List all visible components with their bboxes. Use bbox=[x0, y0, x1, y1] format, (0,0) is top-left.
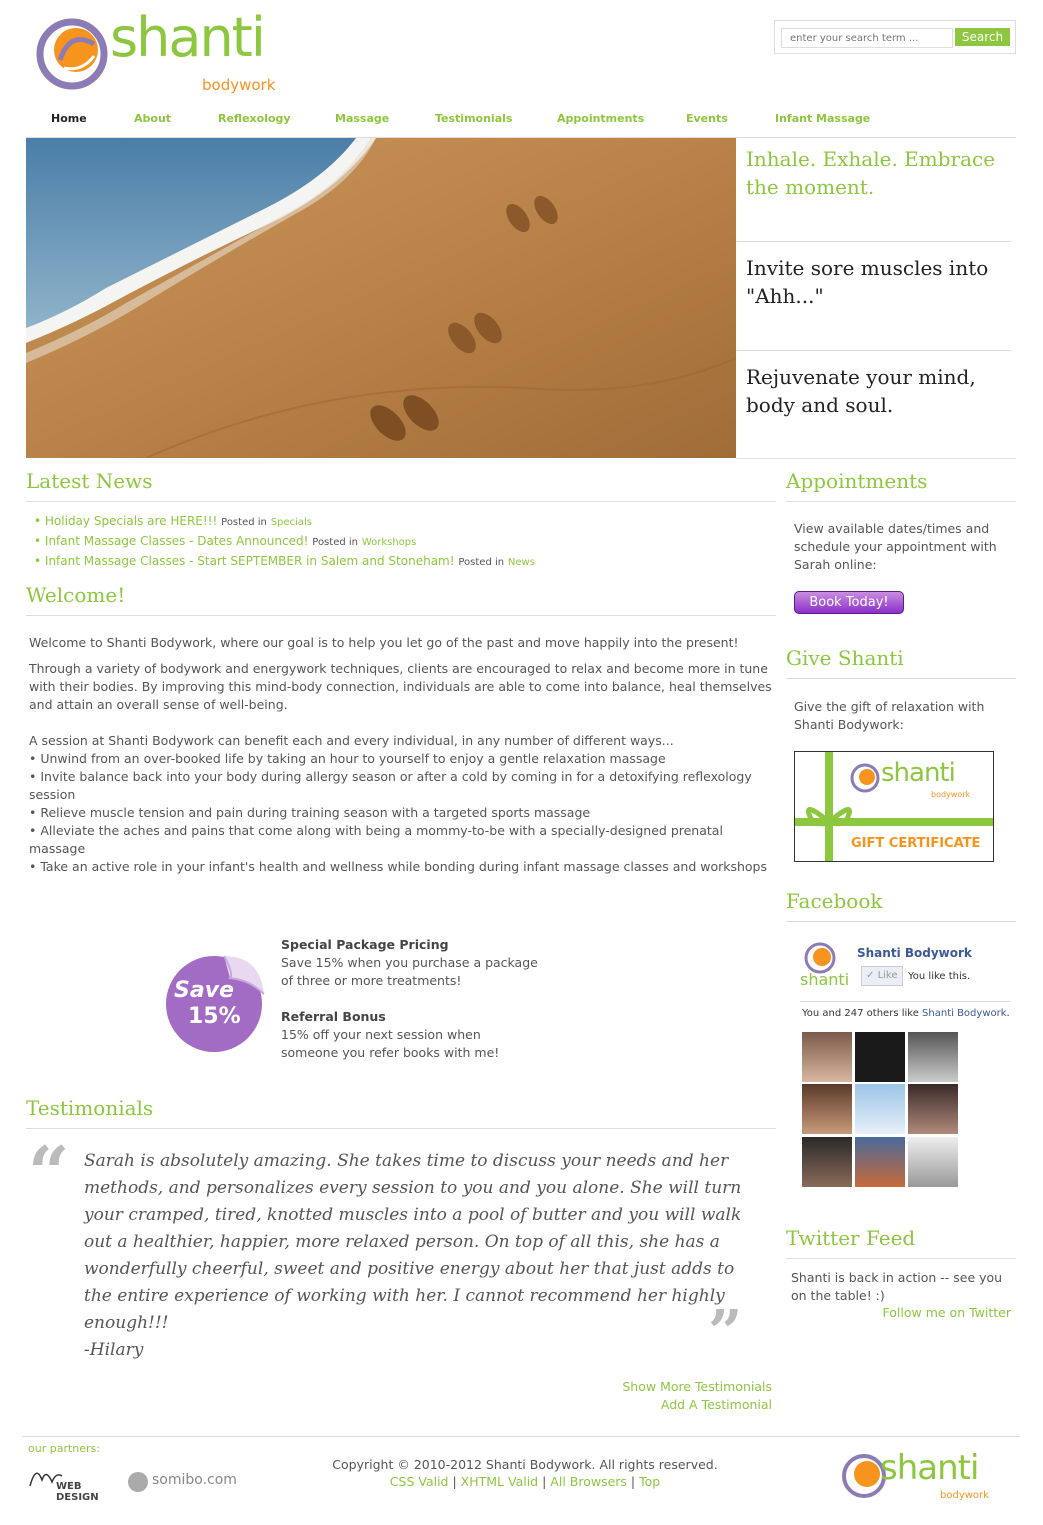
nav-infant-massage[interactable]: Infant Massage bbox=[775, 112, 871, 125]
fb-page-link[interactable]: Shanti Bodywork bbox=[922, 1008, 1007, 1019]
news-link[interactable]: Holiday Specials are HERE!!! bbox=[44, 514, 218, 528]
save-15-badge bbox=[164, 944, 268, 1054]
nav-reflexology[interactable]: Reflexology bbox=[218, 112, 291, 125]
news-category-link[interactable]: Specials bbox=[270, 517, 312, 528]
testimonials-heading: Testimonials bbox=[26, 1096, 154, 1120]
benefit-item: • Unwind from an over-booked life by taking an hour to yourself to enjoy a gentle relaxation massage bbox=[29, 751, 666, 766]
partner1-label: WEB DESIGN bbox=[56, 1481, 99, 1503]
search-input[interactable] bbox=[781, 28, 953, 48]
welcome-heading: Welcome! bbox=[26, 583, 126, 607]
welcome-text bbox=[29, 634, 774, 876]
hero-tagline-2: Invite sore muscles into "Ahh..." bbox=[746, 256, 989, 308]
fb-page-name-link[interactable]: Shanti Bodywork bbox=[857, 946, 972, 960]
facebook-heading: Facebook bbox=[786, 889, 883, 913]
footer-logo-subtitle: bodywork bbox=[940, 1490, 989, 1501]
partner-logo-web-design[interactable] bbox=[26, 1462, 106, 1503]
tagline-divider bbox=[736, 241, 1011, 242]
benefit-item: • Take an active role in your infant's health and wellness while bonding during infant massage classes and workshops bbox=[29, 859, 768, 874]
facebook-widget bbox=[800, 934, 1012, 1194]
package-title: Special Package Pricing bbox=[281, 937, 449, 952]
welcome-lead: A session at Shanti Bodywork can benefit each and every individual, in any number of different ways... bbox=[29, 733, 674, 748]
follow-twitter-link[interactable]: Follow me on Twitter bbox=[882, 1305, 1011, 1320]
benefit-item: • Relieve muscle tension and pain during training season with a targeted sports massage bbox=[29, 805, 591, 820]
nav-appointments[interactable]: Appointments bbox=[557, 112, 645, 125]
nav-home[interactable]: Home bbox=[51, 112, 87, 125]
nav-massage[interactable]: Massage bbox=[335, 112, 390, 125]
give-shanti-heading: Give Shanti bbox=[786, 646, 904, 670]
testimonial-links bbox=[560, 1378, 772, 1414]
search-button[interactable]: Search bbox=[955, 28, 1010, 46]
badge-line1: Save bbox=[174, 978, 234, 1003]
list-item: • Holiday Specials are HERE!!! Posted in Specials bbox=[34, 514, 312, 528]
fb-fan-avatar[interactable] bbox=[855, 1137, 905, 1187]
footer-divider bbox=[22, 1436, 1020, 1437]
divider bbox=[786, 501, 1016, 502]
welcome-intro: Welcome to Shanti Bodywork, where our goal is to help you let go of the past and move happily into the present! bbox=[29, 635, 739, 650]
gift-certificate-image[interactable] bbox=[794, 751, 994, 862]
pricing-info bbox=[281, 936, 541, 1062]
fb-logo-wordmark: shanti bbox=[800, 970, 850, 989]
css-valid-link[interactable]: CSS Valid bbox=[389, 1474, 449, 1489]
partner-logo-somibo[interactable] bbox=[128, 1470, 248, 1496]
fb-like-button[interactable]: ✓ Like bbox=[861, 966, 903, 986]
benefit-item: • Alleviate the aches and pains that come along with being a mommy-to-be with a specially-designed prenatal massage bbox=[29, 823, 723, 856]
main-nav bbox=[26, 108, 1016, 138]
gift-logo-wordmark: shanti bbox=[881, 758, 955, 788]
footer-logo[interactable] bbox=[838, 1448, 1018, 1504]
divider bbox=[26, 501, 776, 502]
fb-fan-avatar[interactable] bbox=[855, 1032, 905, 1082]
copyright-text: Copyright © 2010-2012 Shanti Bodywork. All rights reserved. bbox=[332, 1457, 718, 1472]
logo-wordmark: shanti bbox=[110, 6, 264, 69]
nav-testimonials[interactable]: Testimonials bbox=[435, 112, 513, 125]
welcome-paragraph: Through a variety of bodywork and energywork techniques, clients are encouraged to relax and become more in tune with their bodies. By improving this mind-body connection, individuals are able to come into balance, heal themselves and attain an overall sense of well-being. bbox=[29, 661, 772, 712]
divider bbox=[26, 615, 776, 616]
logo-subtitle: bodywork bbox=[202, 76, 276, 94]
partners-label: our partners: bbox=[28, 1442, 100, 1455]
fb-fan-avatar[interactable] bbox=[802, 1032, 852, 1082]
add-testimonial-link[interactable]: Add A Testimonial bbox=[660, 1397, 772, 1412]
xhtml-valid-link[interactable]: XHTML Valid bbox=[460, 1474, 539, 1489]
testimonial-author: -Hilary bbox=[84, 1340, 144, 1360]
fb-fan-avatar[interactable] bbox=[855, 1084, 905, 1134]
testimonial-quote bbox=[84, 1148, 754, 1364]
tagline-divider bbox=[736, 350, 1011, 351]
footer-links: CSS Valid | XHTML Valid | All Browsers | Top bbox=[389, 1474, 661, 1489]
appointments-text: View available dates/times and schedule your appointment with Sarah online: bbox=[794, 521, 997, 572]
news-list bbox=[34, 512, 774, 572]
top-link[interactable]: Top bbox=[639, 1474, 661, 1489]
referral-text: 15% off your next session when someone you refer books with me! bbox=[281, 1027, 500, 1060]
appointments-heading: Appointments bbox=[786, 469, 928, 493]
site-logo[interactable] bbox=[30, 6, 330, 100]
all-browsers-link[interactable]: All Browsers bbox=[550, 1474, 627, 1489]
gift-logo-subtitle: bodywork bbox=[931, 790, 971, 799]
fb-fan-avatar[interactable] bbox=[802, 1084, 852, 1134]
fb-fan-avatar[interactable] bbox=[908, 1084, 958, 1134]
partner2-label: somibo.com bbox=[152, 1472, 237, 1488]
open-quote-icon: “ bbox=[28, 1130, 70, 1215]
fb-fan-avatar[interactable] bbox=[908, 1137, 958, 1187]
close-quote-icon: ” bbox=[708, 1298, 743, 1368]
divider bbox=[786, 678, 1016, 679]
news-link[interactable]: Infant Massage Classes - Dates Announced! bbox=[44, 534, 309, 548]
referral-title: Referral Bonus bbox=[281, 1009, 386, 1024]
fb-likes-summary: You and 247 others like Shanti Bodywork. bbox=[802, 1008, 1010, 1019]
tweet-text: Shanti is back in action -- see you on the table! :) bbox=[791, 1270, 1003, 1303]
gift-certificate-label: GIFT CERTIFICATE bbox=[851, 836, 981, 851]
latest-news-heading: Latest News bbox=[26, 469, 153, 493]
divider bbox=[26, 1128, 776, 1129]
divider bbox=[786, 1258, 1016, 1259]
list-item: • Infant Massage Classes - Start SEPTEMBER in Salem and Stoneham! Posted in News bbox=[34, 554, 535, 568]
news-category-link[interactable]: News bbox=[507, 557, 535, 568]
benefit-item: • Invite balance back into your body during allergy season or after a cold by coming in for a detoxifying reflexology session bbox=[29, 769, 752, 802]
list-item: • Infant Massage Classes - Dates Announced! Posted in Workshops bbox=[34, 534, 417, 548]
fb-fan-avatar[interactable] bbox=[908, 1032, 958, 1082]
hero-tagline-3: Rejuvenate your mind, body and soul. bbox=[746, 365, 976, 417]
nav-events[interactable]: Events bbox=[686, 112, 728, 125]
show-more-testimonials-link[interactable]: Show More Testimonials bbox=[622, 1379, 772, 1394]
news-category-link[interactable]: Workshops bbox=[361, 537, 417, 548]
hero-beach-image bbox=[26, 138, 736, 458]
news-link[interactable]: Infant Massage Classes - Start SEPTEMBER in Salem and Stoneham! bbox=[44, 554, 455, 568]
testimonial-text: Sarah is absolutely amazing. She takes time to discuss your needs and her methods, and personalizes every session to you and you alone. She will turn your cramped, tired, knotted muscles into a pool of butter and you will walk out a healthier, happier, more relaxed person. On top of all this, she has a wonderfully cheerful, sweet and positive energy about her that just adds to the entire experience of working with her. I cannot recommend her highly enough!!! bbox=[84, 1151, 742, 1333]
divider bbox=[786, 921, 1016, 922]
badge-line2: 15% bbox=[188, 1004, 241, 1029]
book-today-button[interactable]: Book Today! bbox=[794, 591, 904, 614]
search-form bbox=[774, 20, 1016, 54]
package-text: Save 15% when you purchase a package of three or more treatments! bbox=[281, 955, 538, 988]
footer-logo-wordmark: shanti bbox=[880, 1448, 979, 1488]
divider bbox=[800, 1001, 1010, 1002]
nav-about[interactable]: About bbox=[134, 112, 172, 125]
divider bbox=[736, 458, 1016, 459]
give-text: Give the gift of relaxation with Shanti Bodywork: bbox=[794, 699, 985, 732]
twitter-heading: Twitter Feed bbox=[786, 1226, 916, 1250]
hero-tagline-1: Inhale. Exhale. Embrace the moment. bbox=[746, 147, 996, 199]
fb-you-like-text: You like this. bbox=[908, 971, 971, 982]
somibo-circle-icon bbox=[128, 1472, 148, 1492]
fb-fan-avatar[interactable] bbox=[802, 1137, 852, 1187]
